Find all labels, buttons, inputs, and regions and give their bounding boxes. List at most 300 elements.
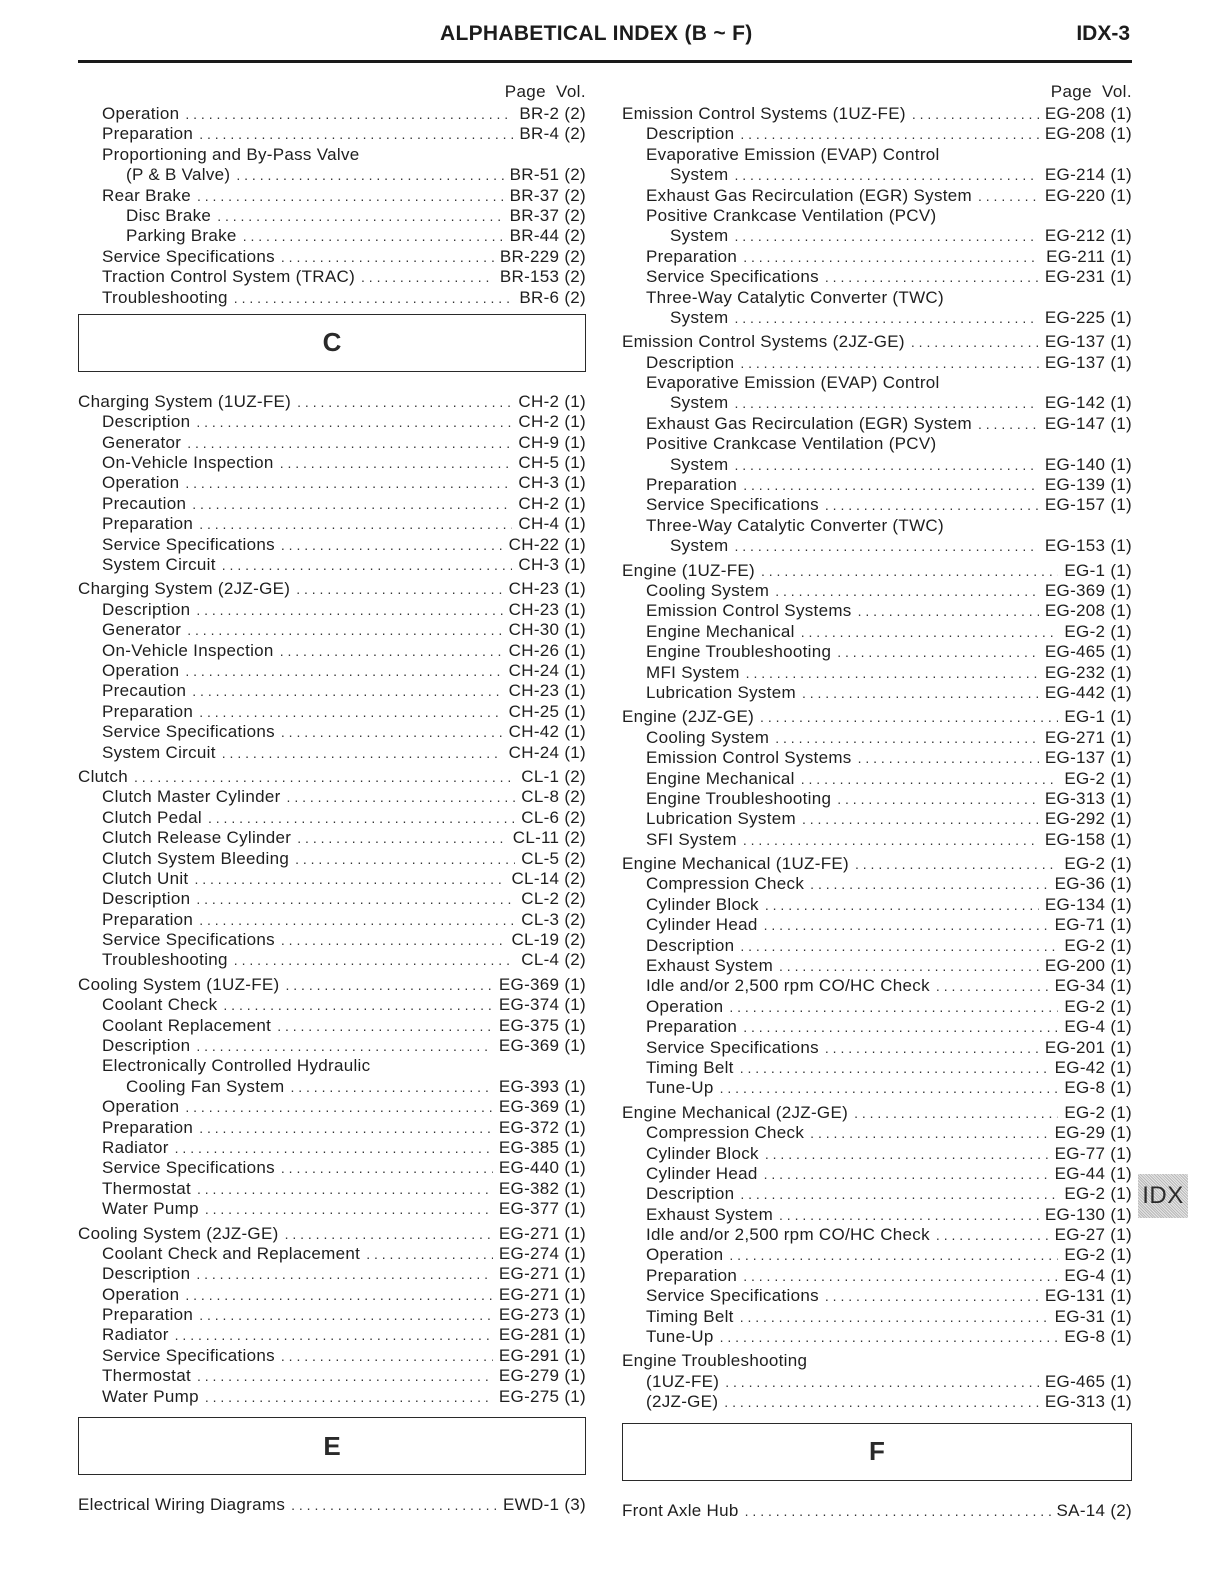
- page-reference: EG-292 (1): [1044, 809, 1132, 829]
- index-subentry[interactable]: [78, 433, 586, 453]
- index-subentry[interactable]: [78, 930, 586, 950]
- leader-dots: [779, 1205, 1039, 1225]
- entry-label: Description: [646, 935, 735, 955]
- leader-dots: [297, 828, 506, 848]
- page-reference: EG-153 (1): [1044, 536, 1132, 556]
- index-subentry[interactable]: [78, 661, 586, 681]
- index-subentry[interactable]: [622, 1144, 1132, 1164]
- index-list-b-continued: [78, 104, 586, 308]
- index-subentry[interactable]: [622, 915, 1132, 935]
- index-subentry[interactable]: [78, 910, 586, 930]
- leader-dots: [761, 561, 1058, 581]
- index-subentry[interactable]: [622, 1225, 1132, 1245]
- index-entry[interactable]: [622, 104, 1132, 124]
- index-list-e-right: [622, 104, 1132, 1413]
- index-subentry[interactable]: [78, 722, 586, 742]
- index-subentry[interactable]: [622, 642, 1132, 662]
- entry-label: Tune-Up: [646, 1078, 714, 1098]
- index-subentry[interactable]: [622, 789, 1132, 809]
- entry-label: Emission Control Systems (1UZ-FE): [622, 104, 906, 123]
- leader-dots: [802, 809, 1039, 829]
- page-reference: EG-134 (1): [1044, 894, 1132, 914]
- leader-dots: [281, 247, 494, 267]
- index-subentry[interactable]: [622, 997, 1132, 1017]
- index-subentry[interactable]: [78, 1158, 586, 1178]
- index-subentry[interactable]: [622, 308, 1132, 328]
- leader-dots: [779, 956, 1039, 976]
- index-subentry[interactable]: [78, 1138, 586, 1158]
- index-entry[interactable]: [78, 392, 586, 412]
- index-subentry[interactable]: [78, 681, 586, 701]
- index-subentry[interactable]: [622, 1266, 1132, 1286]
- index-subentry[interactable]: [622, 1184, 1132, 1204]
- index-subentry[interactable]: [622, 414, 1132, 434]
- index-subentry[interactable]: [622, 1123, 1132, 1143]
- index-subentry[interactable]: [622, 288, 1132, 308]
- leader-dots: [185, 104, 513, 124]
- page-reference: EG-8 (1): [1064, 1078, 1132, 1098]
- entry-label: Description: [102, 889, 191, 909]
- page-reference: EG-140 (1): [1044, 454, 1132, 474]
- leader-dots: [199, 702, 502, 722]
- index-subentry[interactable]: [78, 1366, 586, 1386]
- index-subentry[interactable]: [622, 393, 1132, 413]
- leader-dots: [196, 1036, 493, 1056]
- entry-label: Service Specifications: [102, 1345, 275, 1365]
- index-subentry[interactable]: [78, 453, 586, 473]
- page-reference: EG-4 (1): [1064, 1017, 1132, 1037]
- page-reference: EG-44 (1): [1054, 1163, 1132, 1183]
- entry-label: Parking Brake: [126, 226, 237, 246]
- index-entry[interactable]: [622, 561, 1132, 581]
- vol-column-label: Vol.: [556, 82, 586, 101]
- leader-dots: [361, 267, 494, 287]
- entry-label: (P & B Valve): [126, 165, 231, 185]
- index-subentry[interactable]: [622, 622, 1132, 642]
- index-subentry[interactable]: [622, 601, 1132, 621]
- index-subentry[interactable]: [78, 1036, 586, 1056]
- page-reference: EG-442 (1): [1044, 682, 1132, 702]
- leader-dots: [734, 226, 1038, 246]
- index-subentry[interactable]: [622, 434, 1132, 454]
- index-subentry[interactable]: [78, 1179, 586, 1199]
- entry-label: System: [670, 165, 729, 185]
- entry-label: Cooling System: [646, 580, 770, 600]
- index-subentry[interactable]: [78, 828, 586, 848]
- leader-dots: [185, 473, 512, 493]
- index-subentry[interactable]: [622, 495, 1132, 515]
- page-reference: EG-291 (1): [498, 1345, 586, 1365]
- index-subentry[interactable]: [622, 683, 1132, 703]
- leader-dots: [837, 789, 1039, 809]
- leader-dots: [729, 1245, 1058, 1265]
- index-subentry[interactable]: [622, 1307, 1132, 1327]
- entry-label: Preparation: [102, 909, 194, 929]
- index-subentry[interactable]: [78, 412, 586, 432]
- index-entry[interactable]: [622, 1501, 1132, 1521]
- leader-dots: [911, 332, 1039, 352]
- leader-dots: [743, 247, 1040, 267]
- index-subentry[interactable]: [78, 226, 586, 246]
- leader-dots: [764, 1164, 1049, 1184]
- page-reference: CH-23 (1): [508, 599, 586, 619]
- leader-dots: [729, 997, 1058, 1017]
- leader-dots: [277, 1016, 493, 1036]
- page-reference: EG-232 (1): [1044, 662, 1132, 682]
- page-reference: EG-29 (1): [1054, 1123, 1132, 1143]
- index-subentry[interactable]: [78, 995, 586, 1015]
- entry-label: System: [670, 393, 729, 413]
- index-subentry[interactable]: [78, 950, 586, 970]
- page-reference: CH-3 (1): [518, 473, 586, 493]
- index-subentry[interactable]: [622, 1058, 1132, 1078]
- index-subentry[interactable]: [78, 620, 586, 640]
- index-subentry[interactable]: [78, 1097, 586, 1117]
- index-entry[interactable]: [622, 854, 1132, 874]
- leader-dots: [746, 663, 1039, 683]
- index-subentry[interactable]: [622, 1078, 1132, 1098]
- entry-label: Lubrication System: [646, 809, 796, 829]
- index-subentry[interactable]: [78, 186, 586, 206]
- index-subentry[interactable]: [622, 353, 1132, 373]
- entry-label: Precaution: [102, 493, 187, 513]
- page-reference: EG-2 (1): [1064, 621, 1132, 641]
- page-reference: EG-137 (1): [1044, 332, 1132, 352]
- entry-label: Preparation: [646, 246, 738, 266]
- leader-dots: [740, 936, 1058, 956]
- page-reference: EG-369 (1): [1044, 580, 1132, 600]
- page-reference: EG-220 (1): [1044, 185, 1132, 205]
- index-subentry[interactable]: [78, 206, 586, 226]
- entry-label: System: [670, 307, 729, 327]
- page-reference: EG-393 (1): [498, 1076, 586, 1096]
- index-subentry[interactable]: [78, 473, 586, 493]
- index-subentry[interactable]: [622, 475, 1132, 495]
- index-subentry[interactable]: [78, 1056, 586, 1076]
- page-reference: CL-1 (2): [521, 766, 586, 786]
- entry-label: System: [670, 536, 729, 556]
- index-subentry[interactable]: [622, 536, 1132, 556]
- leader-dots: [281, 1346, 493, 1366]
- index-subentry[interactable]: [78, 889, 586, 909]
- index-entry[interactable]: [78, 975, 586, 995]
- page-reference: EG-2 (1): [1064, 935, 1132, 955]
- index-subentry[interactable]: [78, 1305, 586, 1325]
- page-reference: EG-214 (1): [1044, 165, 1132, 185]
- index-subentry[interactable]: [78, 849, 586, 869]
- index-subentry[interactable]: [78, 124, 586, 144]
- index-subentry[interactable]: [78, 1244, 586, 1264]
- entry-label: Three-Way Catalytic Converter (TWC): [646, 287, 944, 307]
- entry-label: Troubleshooting: [102, 287, 228, 307]
- page-reference: CL-3 (2): [521, 909, 586, 929]
- section-letter-c: C: [78, 314, 586, 372]
- index-subentry[interactable]: [78, 514, 586, 534]
- leader-dots: [743, 830, 1039, 850]
- leader-dots: [743, 1017, 1058, 1037]
- entry-label: Front Axle Hub: [622, 1500, 739, 1520]
- leader-dots: [196, 1264, 493, 1284]
- page-reference: EG-147 (1): [1044, 413, 1132, 433]
- index-subentry[interactable]: [622, 728, 1132, 748]
- index-subentry[interactable]: [622, 516, 1132, 536]
- index-subentry[interactable]: [78, 267, 586, 287]
- index-subentry[interactable]: [78, 641, 586, 661]
- index-subentry[interactable]: [78, 104, 586, 124]
- entry-label: Operation: [102, 473, 180, 493]
- leader-dots: [205, 1199, 493, 1219]
- leader-dots: [740, 1307, 1049, 1327]
- entry-label: Engine Mechanical (2JZ-GE): [622, 1102, 849, 1122]
- index-entry[interactable]: [622, 1103, 1132, 1123]
- page-reference: BR-153 (2): [499, 267, 586, 287]
- page-reference: CH-2 (1): [518, 391, 586, 411]
- index-entry[interactable]: [78, 579, 586, 599]
- index-entry[interactable]: [78, 1224, 586, 1244]
- index-subentry[interactable]: [78, 1346, 586, 1366]
- entry-label: Clutch Release Cylinder: [102, 828, 292, 848]
- entry-label: Lubrication System: [646, 682, 796, 702]
- index-subentry[interactable]: [622, 1205, 1132, 1225]
- page-reference: EG-375 (1): [498, 1015, 586, 1035]
- entry-label: Exhaust System: [646, 956, 774, 976]
- index-entry[interactable]: [622, 707, 1132, 727]
- entry-label: Exhaust System: [646, 1204, 774, 1224]
- index-subentry[interactable]: [78, 1118, 586, 1138]
- entry-label: Engine Troubleshooting: [622, 1351, 808, 1371]
- leader-dots: [825, 1286, 1039, 1306]
- index-subentry[interactable]: [78, 494, 586, 514]
- page-reference: EG-271 (1): [498, 1223, 586, 1243]
- entry-label: Exhaust Gas Recirculation (EGR) System: [646, 413, 972, 433]
- index-subentry[interactable]: [622, 1392, 1132, 1412]
- index-subentry[interactable]: [622, 976, 1132, 996]
- entry-label: Generator: [102, 620, 182, 640]
- page-reference: EG-271 (1): [498, 1284, 586, 1304]
- entry-label: Three-Way Catalytic Converter (TWC): [646, 515, 944, 535]
- index-subentry[interactable]: [78, 808, 586, 828]
- page-reference: BR-2 (2): [519, 104, 586, 123]
- index-entry[interactable]: [622, 1351, 1132, 1371]
- page-reference: CH-3 (1): [518, 555, 586, 575]
- index-subentry[interactable]: [78, 1387, 586, 1407]
- index-subentry[interactable]: [78, 1077, 586, 1097]
- leader-dots: [236, 165, 503, 185]
- entry-label: Exhaust Gas Recirculation (EGR) System: [646, 185, 972, 205]
- entry-label: Service Specifications: [646, 267, 819, 287]
- page-reference: EG-31 (1): [1054, 1306, 1132, 1326]
- leader-dots: [281, 930, 506, 950]
- index-subentry[interactable]: [622, 373, 1132, 393]
- index-subentry[interactable]: [78, 555, 586, 575]
- index-subentry[interactable]: [78, 247, 586, 267]
- entry-label: Coolant Check: [102, 995, 218, 1015]
- index-subentry[interactable]: [622, 1017, 1132, 1037]
- entry-label: Preparation: [102, 1117, 194, 1137]
- page-reference: BR-51 (2): [509, 165, 586, 185]
- entry-label: Radiator: [102, 1325, 169, 1345]
- index-subentry[interactable]: [622, 267, 1132, 287]
- section-letter-f: F: [622, 1423, 1132, 1481]
- leader-dots: [199, 514, 512, 534]
- index-subentry[interactable]: [622, 748, 1132, 768]
- vol-column-label: Vol.: [1102, 82, 1132, 101]
- entry-label: Proportioning and By-Pass Valve: [102, 144, 360, 164]
- page-reference: BR-44 (2): [509, 226, 586, 246]
- index-subentry[interactable]: [78, 702, 586, 722]
- leader-dots: [196, 600, 502, 620]
- index-subentry[interactable]: [622, 895, 1132, 915]
- index-subentry[interactable]: [78, 288, 586, 308]
- page-reference: CH-30 (1): [508, 620, 586, 640]
- idx-side-tab[interactable]: IDX: [1138, 1174, 1188, 1218]
- entry-label: Timing Belt: [646, 1057, 734, 1077]
- index-subentry[interactable]: [622, 1245, 1132, 1265]
- index-subentry[interactable]: [622, 455, 1132, 475]
- page-reference: EG-281 (1): [498, 1325, 586, 1345]
- index-subentry[interactable]: [622, 247, 1132, 267]
- leader-dots: [740, 1058, 1049, 1078]
- index-subentry[interactable]: [622, 226, 1132, 246]
- leader-dots: [296, 579, 502, 599]
- leader-dots: [196, 889, 515, 909]
- index-entry[interactable]: [622, 332, 1132, 352]
- index-subentry[interactable]: [78, 165, 586, 185]
- index-subentry[interactable]: [78, 743, 586, 763]
- leader-dots: [197, 1179, 493, 1199]
- leader-dots: [295, 849, 515, 869]
- entry-label: Description: [646, 1184, 735, 1204]
- index-subentry[interactable]: [622, 581, 1132, 601]
- leader-dots: [765, 895, 1039, 915]
- leader-dots: [760, 707, 1058, 727]
- index-subentry[interactable]: [622, 145, 1132, 165]
- leader-dots: [287, 787, 516, 807]
- page-reference: CH-22 (1): [508, 534, 586, 554]
- entry-label: Electronically Controlled Hydraulic: [102, 1056, 371, 1076]
- entry-label: Service Specifications: [646, 495, 819, 515]
- leader-dots: [745, 1501, 1051, 1521]
- entry-label: Engine Troubleshooting: [646, 642, 832, 662]
- page-reference: EG-440 (1): [498, 1158, 586, 1178]
- page-reference: EG-2 (1): [1064, 1245, 1132, 1265]
- entry-label: Tune-Up: [646, 1327, 714, 1347]
- leader-dots: [725, 1372, 1039, 1392]
- index-subentry[interactable]: [622, 124, 1132, 144]
- page-reference: EG-8 (1): [1064, 1327, 1132, 1347]
- entry-label: Service Specifications: [102, 246, 275, 266]
- page-reference: EG-369 (1): [498, 1097, 586, 1117]
- index-subentry[interactable]: [622, 165, 1132, 185]
- index-subentry[interactable]: [622, 1327, 1132, 1347]
- index-subentry[interactable]: [78, 1325, 586, 1345]
- page-reference: EG-2 (1): [1064, 1184, 1132, 1204]
- entry-label: Operation: [102, 104, 180, 123]
- leader-dots: [724, 1392, 1039, 1412]
- page-reference: EG-273 (1): [498, 1305, 586, 1325]
- entry-label: Generator: [102, 432, 182, 452]
- index-entry[interactable]: [78, 1495, 586, 1515]
- index-subentry[interactable]: [622, 186, 1132, 206]
- index-entry[interactable]: [78, 767, 586, 787]
- page-reference: CL-4 (2): [521, 950, 586, 970]
- index-subentry[interactable]: [78, 1285, 586, 1305]
- index-subentry[interactable]: [622, 1164, 1132, 1184]
- leader-dots: [280, 641, 503, 661]
- index-subentry[interactable]: [622, 769, 1132, 789]
- entry-label: Thermostat: [102, 1366, 191, 1386]
- leader-dots: [825, 1038, 1039, 1058]
- index-subentry[interactable]: [78, 1016, 586, 1036]
- page-reference: EG-271 (1): [498, 1264, 586, 1284]
- index-subentry[interactable]: [622, 809, 1132, 829]
- entry-label: Cooling System: [646, 727, 770, 747]
- page-reference: EG-208 (1): [1044, 124, 1132, 144]
- page-reference: CH-4 (1): [518, 514, 586, 534]
- page-reference: BR-229 (2): [499, 246, 586, 266]
- index-subentry[interactable]: [78, 1264, 586, 1284]
- page-reference: EG-211 (1): [1046, 246, 1132, 266]
- entry-label: Description: [646, 124, 735, 144]
- leader-dots: [281, 535, 503, 555]
- section-letter-e: E: [78, 1417, 586, 1475]
- leader-dots: [775, 728, 1039, 748]
- index-subentry[interactable]: [622, 663, 1132, 683]
- entry-label: Clutch System Bleeding: [102, 848, 290, 868]
- page-reference: CH-2 (1): [518, 493, 586, 513]
- page-reference: CH-24 (1): [508, 660, 586, 680]
- index-subentry[interactable]: [622, 1372, 1132, 1392]
- page-reference: BR-4 (2): [519, 124, 586, 144]
- page-reference: EG-137 (1): [1044, 748, 1132, 768]
- page-reference: BR-37 (2): [509, 205, 586, 225]
- page-reference: CH-24 (1): [508, 742, 586, 762]
- leader-dots: [197, 1366, 493, 1386]
- leader-dots: [192, 681, 502, 701]
- leader-dots: [290, 1077, 492, 1097]
- entry-label: Operation: [646, 996, 724, 1016]
- entry-label: Cylinder Block: [646, 1143, 759, 1163]
- index-subentry[interactable]: [622, 830, 1132, 850]
- entry-label: System: [670, 454, 729, 474]
- entry-label: Timing Belt: [646, 1306, 734, 1326]
- entry-label: Operation: [646, 1245, 724, 1265]
- left-column: [78, 80, 586, 1515]
- index-subentry[interactable]: [78, 1199, 586, 1219]
- page-reference: EG-200 (1): [1044, 956, 1132, 976]
- index-subentry[interactable]: [622, 936, 1132, 956]
- index-subentry[interactable]: [622, 1038, 1132, 1058]
- leader-dots: [197, 186, 504, 206]
- page-column-label: Page: [1050, 82, 1093, 101]
- index-subentry[interactable]: [78, 600, 586, 620]
- index-subentry[interactable]: [78, 535, 586, 555]
- page-reference: EG-369 (1): [498, 974, 586, 994]
- index-subentry[interactable]: [622, 956, 1132, 976]
- entry-label: Idle and/or 2,500 rpm CO/HC Check: [646, 1225, 930, 1245]
- index-subentry[interactable]: [78, 787, 586, 807]
- index-subentry[interactable]: [622, 206, 1132, 226]
- index-subentry[interactable]: [622, 874, 1132, 894]
- index-subentry[interactable]: [78, 869, 586, 889]
- leader-dots: [199, 1118, 493, 1138]
- page-reference: CL-5 (2): [521, 848, 586, 868]
- index-subentry[interactable]: [622, 1286, 1132, 1306]
- page-reference: CH-9 (1): [518, 432, 586, 452]
- leader-dots: [720, 1078, 1059, 1098]
- index-subentry[interactable]: [78, 145, 586, 165]
- entry-label: Troubleshooting: [102, 950, 228, 970]
